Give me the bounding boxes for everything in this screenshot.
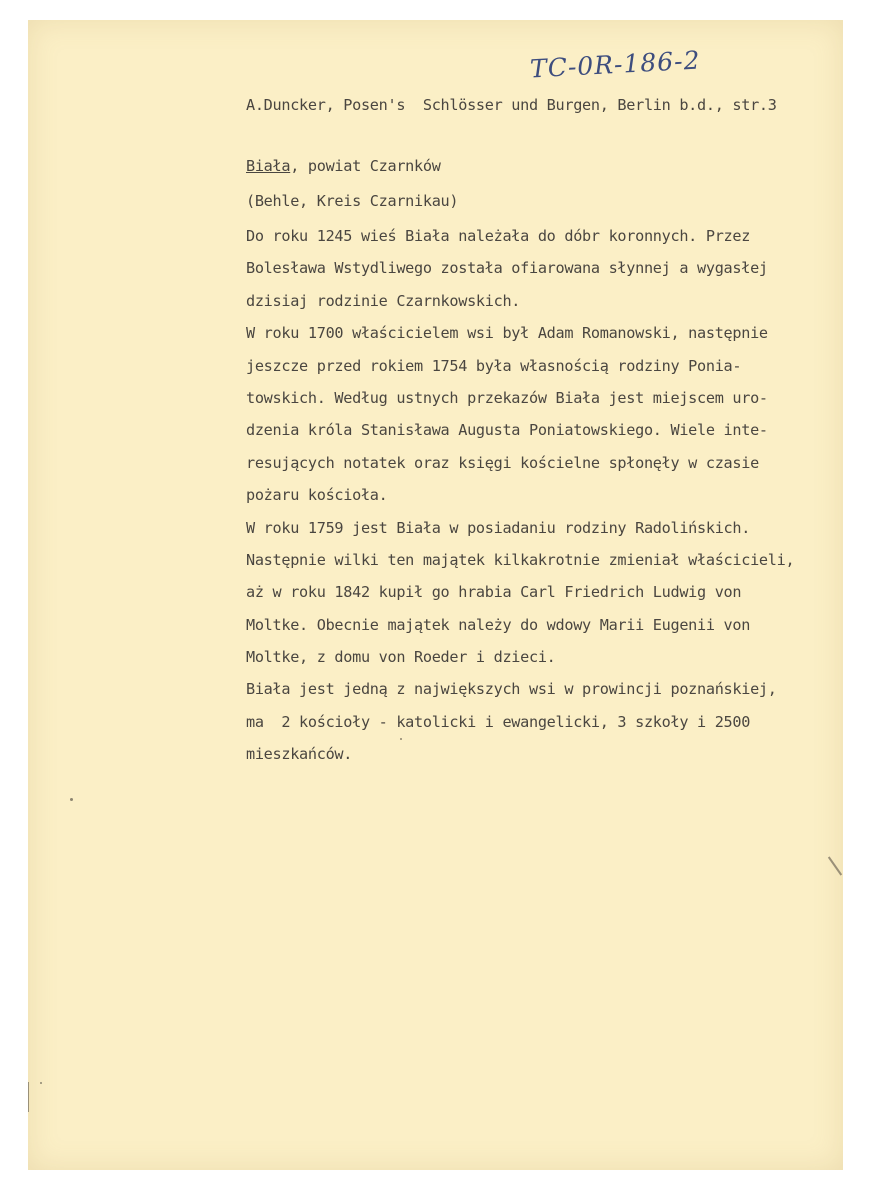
body-text <box>246 220 794 771</box>
paper-edge-mark <box>28 1082 29 1112</box>
entry-title-rest: , powiat Czarnków <box>290 157 441 175</box>
german-place-name: (Behle, Kreis Czarnikau) <box>246 192 459 210</box>
body-line: W roku 1700 właścicielem wsi był Adam Romanowski, następnie <box>246 324 768 343</box>
body-line: towskich. Według ustnych przekazów Biała jest miejscem uro- <box>246 388 768 407</box>
paper-speck <box>40 1082 42 1084</box>
body-line: mieszkańców. <box>246 745 353 764</box>
paper-speck <box>70 798 73 801</box>
body-line: ma 2 kościoły - katolicki i ewangelicki, 3 szkoły i 2500 <box>246 712 751 731</box>
body-line: Moltke, z domu von Roeder i dzieci. <box>246 648 556 667</box>
handwritten-reference-number: TC-0R-186-2 <box>529 45 702 84</box>
body-line: Bolesława Wstydliwego została ofiarowana słynnej a wygasłej <box>246 259 768 278</box>
body-line: Do roku 1245 wieś Biała należała do dóbr koronnych. Przez <box>246 227 751 245</box>
body-line: jeszcze przed rokiem 1754 była własnością rodziny Ponia- <box>246 356 742 375</box>
body-line: dzenia króla Stanisława Augusta Poniatowskiego. Wiele inte- <box>246 421 768 440</box>
body-line: pożaru kościoła. <box>246 486 388 505</box>
body-line: Biała jest jedną z największych wsi w prowincji poznańskiej, <box>246 680 777 699</box>
body-line: resujących notatek oraz księgi kościelne spłonęły w czasie <box>246 453 759 472</box>
entry-title <box>246 157 441 175</box>
body-line: dzisiaj rodzinie Czarnkowskich. <box>246 291 521 310</box>
body-line: Następnie wilki ten majątek kilkakrotnie zmieniał właścicieli, <box>246 550 795 569</box>
paper-edge-mark <box>828 856 842 875</box>
body-line: aż w roku 1842 kupił go hrabia Carl Friedrich Ludwig von <box>246 583 742 602</box>
document-page <box>28 20 843 1170</box>
entry-title-place: Biała <box>246 157 291 175</box>
paper-speck <box>400 738 402 740</box>
source-citation: A.Duncker, Posen's Schlösser und Burgen, Berlin b.d., str.3 <box>246 96 777 114</box>
body-line: Moltke. Obecnie majątek należy do wdowy Marii Eugenii von <box>246 615 751 634</box>
body-line: W roku 1759 jest Biała w posiadaniu rodziny Radolińskich. <box>246 518 751 537</box>
